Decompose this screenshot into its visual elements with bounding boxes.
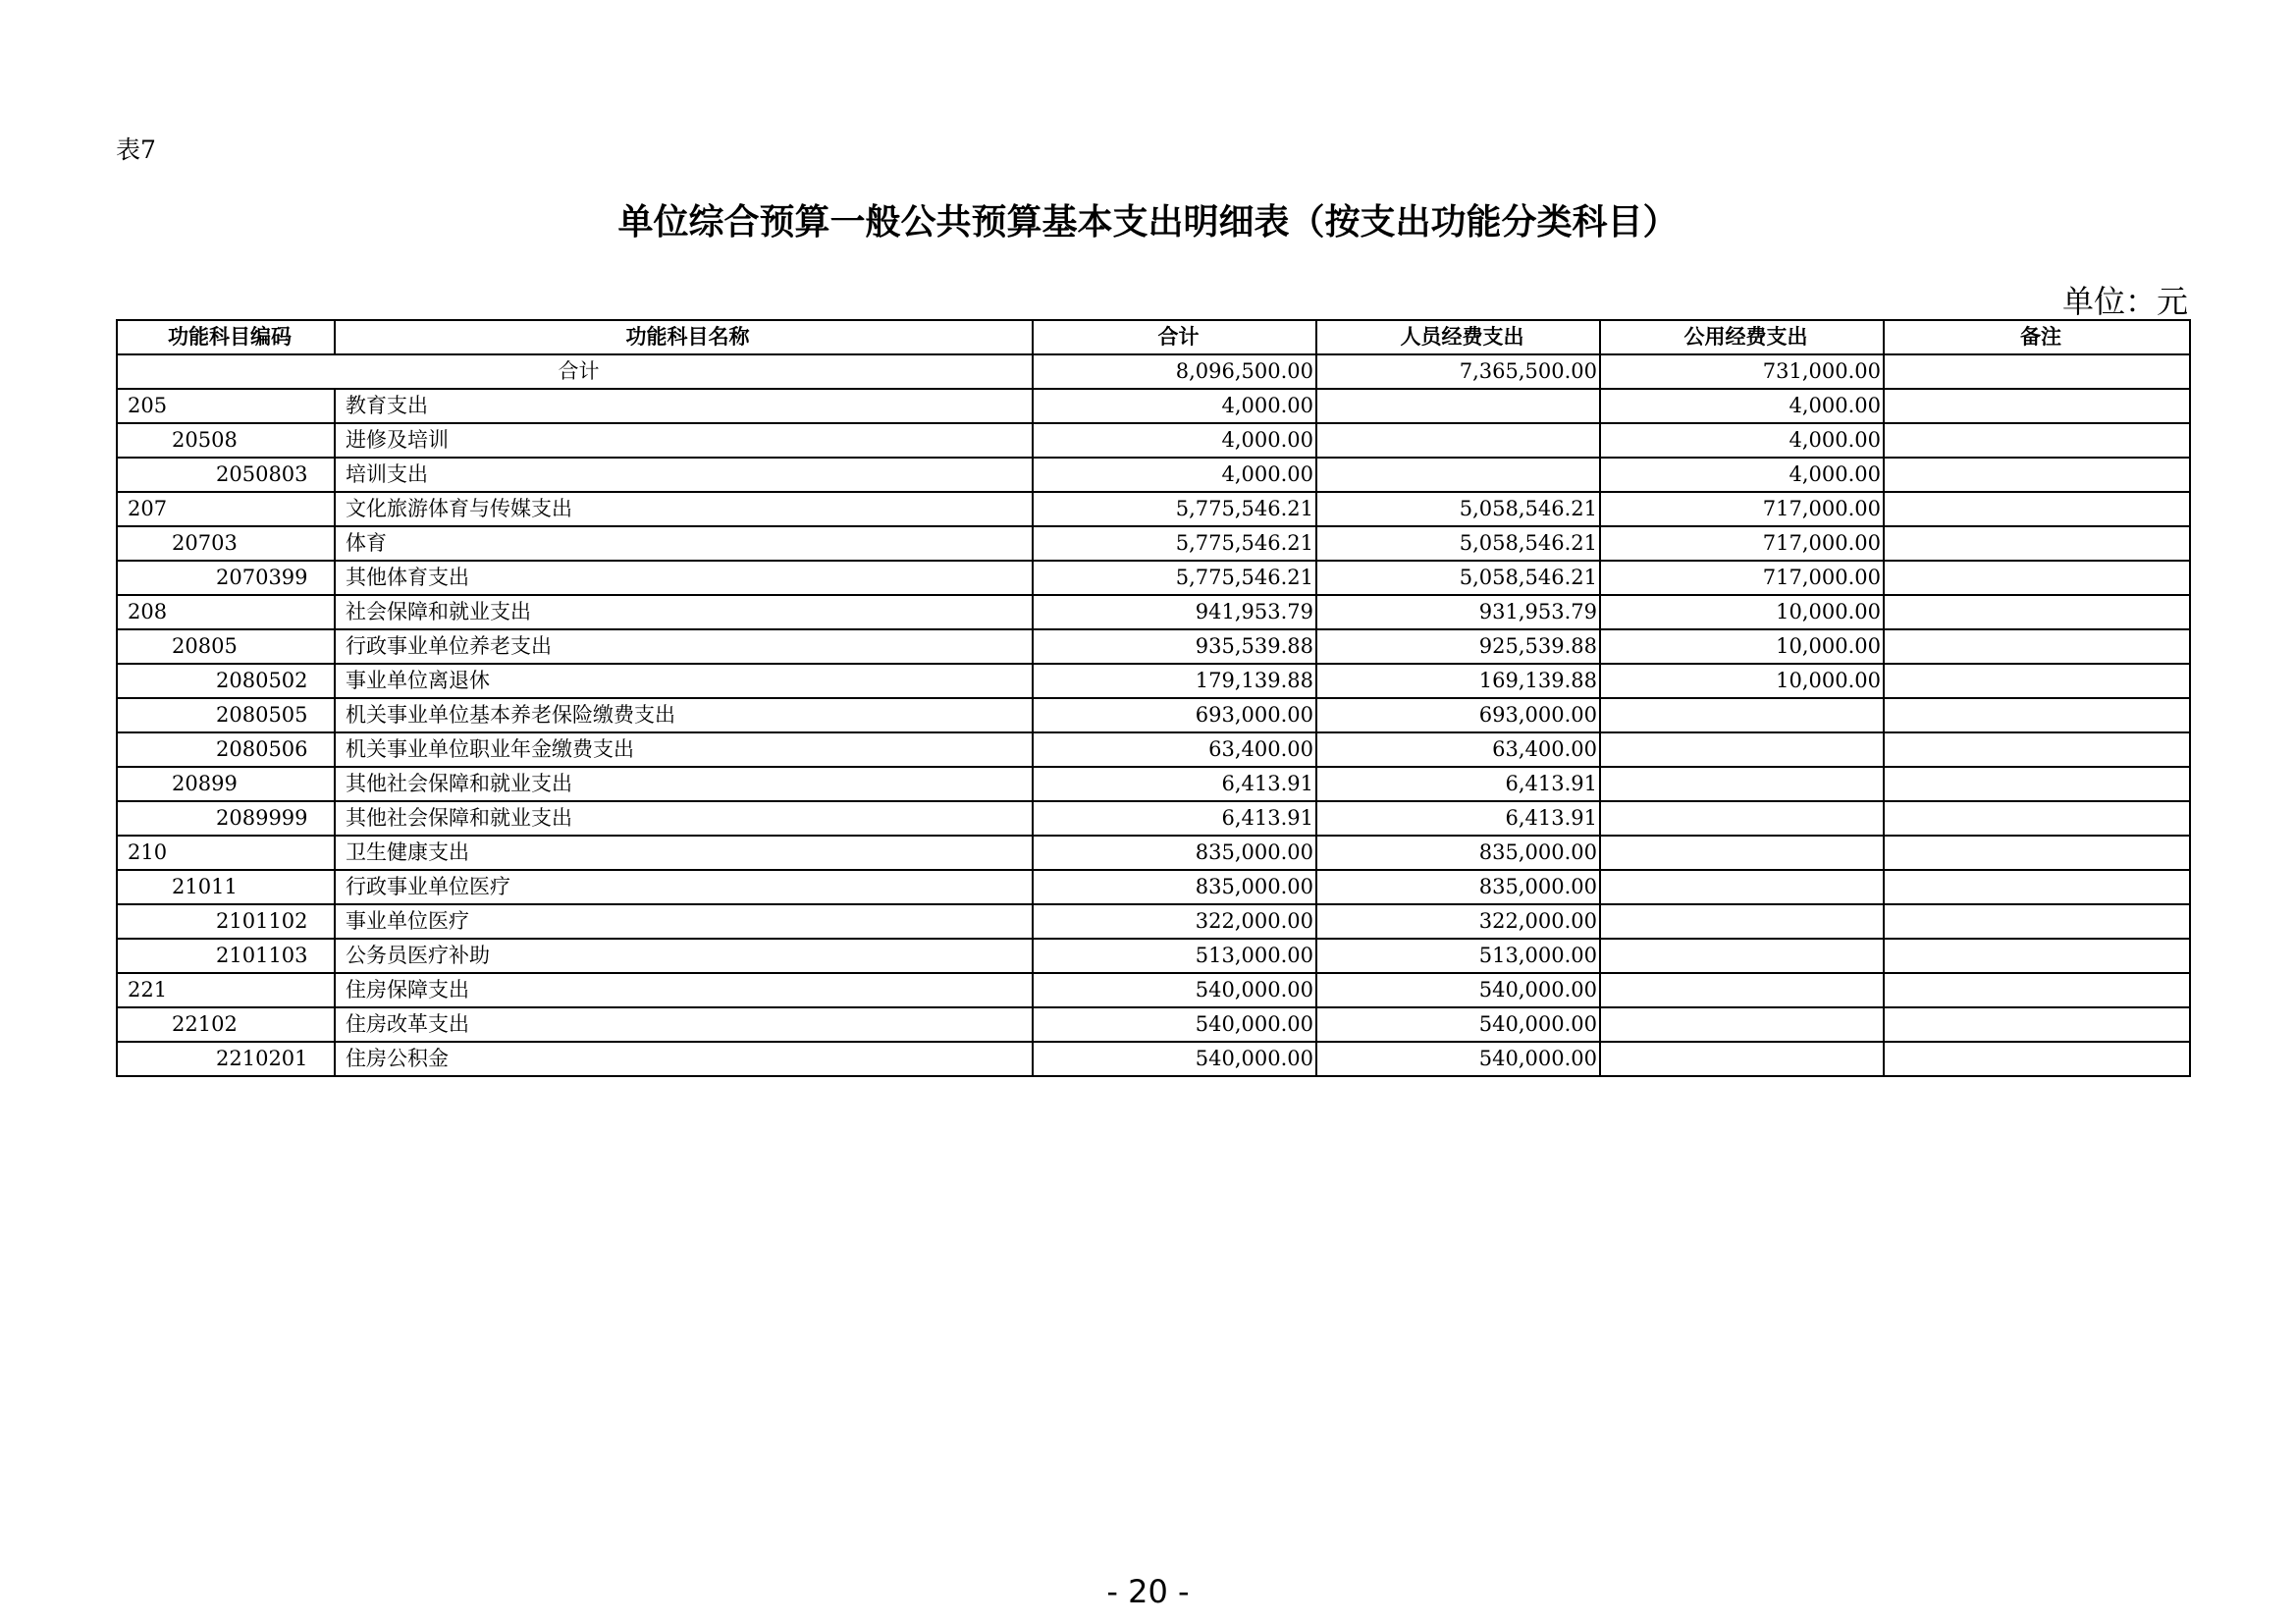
row-name: 机关事业单位基本养老保险缴费支出	[335, 698, 1033, 732]
row-personnel: 835,000.00	[1316, 836, 1600, 870]
table-row	[117, 973, 2190, 1007]
row-code: 2089999	[117, 801, 335, 836]
row-name: 教育支出	[335, 389, 1033, 423]
row-total: 4,000.00	[1033, 458, 1316, 492]
row-remark	[1884, 526, 2190, 561]
row-personnel: 540,000.00	[1316, 1042, 1600, 1076]
row-personnel: 925,539.88	[1316, 629, 1600, 664]
row-code: 20899	[117, 767, 335, 801]
row-personnel: 169,139.88	[1316, 664, 1600, 698]
row-name: 住房公积金	[335, 1042, 1033, 1076]
row-personnel: 6,413.91	[1316, 801, 1600, 836]
row-remark	[1884, 904, 2190, 939]
row-name: 培训支出	[335, 458, 1033, 492]
row-remark	[1884, 732, 2190, 767]
table-row	[117, 1007, 2190, 1042]
header-row	[117, 320, 2190, 354]
row-name: 社会保障和就业支出	[335, 595, 1033, 629]
table-number: 表7	[116, 135, 156, 164]
row-public	[1600, 973, 1884, 1007]
row-code: 205	[117, 389, 335, 423]
row-remark	[1884, 664, 2190, 698]
row-personnel: 693,000.00	[1316, 698, 1600, 732]
row-code: 21011	[117, 870, 335, 904]
row-total: 835,000.00	[1033, 870, 1316, 904]
row-name: 住房保障支出	[335, 973, 1033, 1007]
row-remark	[1884, 939, 2190, 973]
row-personnel: 322,000.00	[1316, 904, 1600, 939]
row-name: 事业单位医疗	[335, 904, 1033, 939]
header-remark: 备注	[1884, 320, 2190, 354]
row-code: 2101102	[117, 904, 335, 939]
table-row	[117, 629, 2190, 664]
row-personnel: 513,000.00	[1316, 939, 1600, 973]
row-public	[1600, 870, 1884, 904]
row-total: 6,413.91	[1033, 801, 1316, 836]
row-total: 5,775,546.21	[1033, 492, 1316, 526]
row-public	[1600, 904, 1884, 939]
row-total: 513,000.00	[1033, 939, 1316, 973]
row-remark	[1884, 973, 2190, 1007]
row-total: 935,539.88	[1033, 629, 1316, 664]
row-total: 322,000.00	[1033, 904, 1316, 939]
row-remark	[1884, 870, 2190, 904]
row-remark	[1884, 698, 2190, 732]
row-public	[1600, 698, 1884, 732]
table-row	[117, 389, 2190, 423]
row-code: 2080506	[117, 732, 335, 767]
table-row	[117, 423, 2190, 458]
row-remark	[1884, 561, 2190, 595]
row-total: 5,775,546.21	[1033, 561, 1316, 595]
row-name: 其他社会保障和就业支出	[335, 801, 1033, 836]
row-code: 2070399	[117, 561, 335, 595]
header-personnel: 人员经费支出	[1316, 320, 1600, 354]
row-total: 941,953.79	[1033, 595, 1316, 629]
row-total: 540,000.00	[1033, 1042, 1316, 1076]
table-row	[117, 732, 2190, 767]
row-personnel: 540,000.00	[1316, 973, 1600, 1007]
row-name: 事业单位离退休	[335, 664, 1033, 698]
row-total: 835,000.00	[1033, 836, 1316, 870]
table-row	[117, 664, 2190, 698]
page-number: - 20 -	[1106, 1573, 1190, 1610]
row-code: 221	[117, 973, 335, 1007]
table-row	[117, 870, 2190, 904]
row-personnel: 63,400.00	[1316, 732, 1600, 767]
row-public	[1600, 1007, 1884, 1042]
row-code: 207	[117, 492, 335, 526]
table-row	[117, 698, 2190, 732]
row-personnel	[1316, 389, 1600, 423]
row-total: 540,000.00	[1033, 1007, 1316, 1042]
table-row	[117, 836, 2190, 870]
row-remark	[1884, 595, 2190, 629]
row-name: 住房改革支出	[335, 1007, 1033, 1042]
row-name: 卫生健康支出	[335, 836, 1033, 870]
row-remark	[1884, 389, 2190, 423]
row-personnel: 931,953.79	[1316, 595, 1600, 629]
table-row	[117, 801, 2190, 836]
row-name: 文化旅游体育与传媒支出	[335, 492, 1033, 526]
header-name: 功能科目名称	[335, 320, 1033, 354]
row-code: 2101103	[117, 939, 335, 973]
row-public	[1600, 801, 1884, 836]
header-code: 功能科目编码	[117, 320, 335, 354]
table-row	[117, 767, 2190, 801]
row-remark	[1884, 801, 2190, 836]
row-remark	[1884, 492, 2190, 526]
row-public: 717,000.00	[1600, 492, 1884, 526]
total-label: 合计	[117, 354, 1033, 389]
row-remark	[1884, 423, 2190, 458]
row-personnel: 5,058,546.21	[1316, 526, 1600, 561]
page-title: 单位综合预算一般公共预算基本支出明细表（按支出功能分类科目）	[617, 202, 1679, 243]
table-row	[117, 458, 2190, 492]
table-row	[117, 492, 2190, 526]
row-public: 10,000.00	[1600, 664, 1884, 698]
total-remark	[1884, 354, 2190, 389]
row-remark	[1884, 1042, 2190, 1076]
row-code: 22102	[117, 1007, 335, 1042]
row-remark	[1884, 629, 2190, 664]
row-code: 2080502	[117, 664, 335, 698]
row-code: 2210201	[117, 1042, 335, 1076]
row-total: 6,413.91	[1033, 767, 1316, 801]
unit-label: 单位：元	[2061, 283, 2188, 320]
row-personnel	[1316, 423, 1600, 458]
total-public: 731,000.00	[1600, 354, 1884, 389]
table-row	[117, 595, 2190, 629]
table-row	[117, 526, 2190, 561]
row-code: 20805	[117, 629, 335, 664]
row-public	[1600, 767, 1884, 801]
row-code: 2050803	[117, 458, 335, 492]
header-total: 合计	[1033, 320, 1316, 354]
row-public: 717,000.00	[1600, 561, 1884, 595]
row-name: 进修及培训	[335, 423, 1033, 458]
row-personnel: 835,000.00	[1316, 870, 1600, 904]
row-code: 2080505	[117, 698, 335, 732]
row-name: 行政事业单位医疗	[335, 870, 1033, 904]
table-row	[117, 561, 2190, 595]
total-row	[117, 354, 2190, 389]
row-name: 其他社会保障和就业支出	[335, 767, 1033, 801]
row-public: 10,000.00	[1600, 595, 1884, 629]
row-total: 5,775,546.21	[1033, 526, 1316, 561]
row-public: 717,000.00	[1600, 526, 1884, 561]
row-public: 10,000.00	[1600, 629, 1884, 664]
row-public	[1600, 836, 1884, 870]
row-public	[1600, 1042, 1884, 1076]
budget-table	[116, 319, 2191, 1077]
row-public: 4,000.00	[1600, 389, 1884, 423]
row-total: 693,000.00	[1033, 698, 1316, 732]
row-personnel: 6,413.91	[1316, 767, 1600, 801]
row-code: 20508	[117, 423, 335, 458]
table-row	[117, 1042, 2190, 1076]
row-name: 行政事业单位养老支出	[335, 629, 1033, 664]
row-name: 体育	[335, 526, 1033, 561]
table-row	[117, 904, 2190, 939]
row-personnel: 5,058,546.21	[1316, 561, 1600, 595]
row-name: 公务员医疗补助	[335, 939, 1033, 973]
row-public: 4,000.00	[1600, 458, 1884, 492]
row-remark	[1884, 1007, 2190, 1042]
total-amount: 8,096,500.00	[1033, 354, 1316, 389]
row-total: 179,139.88	[1033, 664, 1316, 698]
row-total: 63,400.00	[1033, 732, 1316, 767]
row-code: 208	[117, 595, 335, 629]
row-public	[1600, 939, 1884, 973]
row-public: 4,000.00	[1600, 423, 1884, 458]
row-name: 其他体育支出	[335, 561, 1033, 595]
row-personnel: 5,058,546.21	[1316, 492, 1600, 526]
table-row	[117, 939, 2190, 973]
row-total: 4,000.00	[1033, 389, 1316, 423]
row-remark	[1884, 458, 2190, 492]
row-remark	[1884, 836, 2190, 870]
row-total: 540,000.00	[1033, 973, 1316, 1007]
row-total: 4,000.00	[1033, 423, 1316, 458]
total-personnel: 7,365,500.00	[1316, 354, 1600, 389]
row-personnel: 540,000.00	[1316, 1007, 1600, 1042]
row-name: 机关事业单位职业年金缴费支出	[335, 732, 1033, 767]
header-public: 公用经费支出	[1600, 320, 1884, 354]
row-code: 20703	[117, 526, 335, 561]
row-personnel	[1316, 458, 1600, 492]
row-code: 210	[117, 836, 335, 870]
row-remark	[1884, 767, 2190, 801]
row-public	[1600, 732, 1884, 767]
